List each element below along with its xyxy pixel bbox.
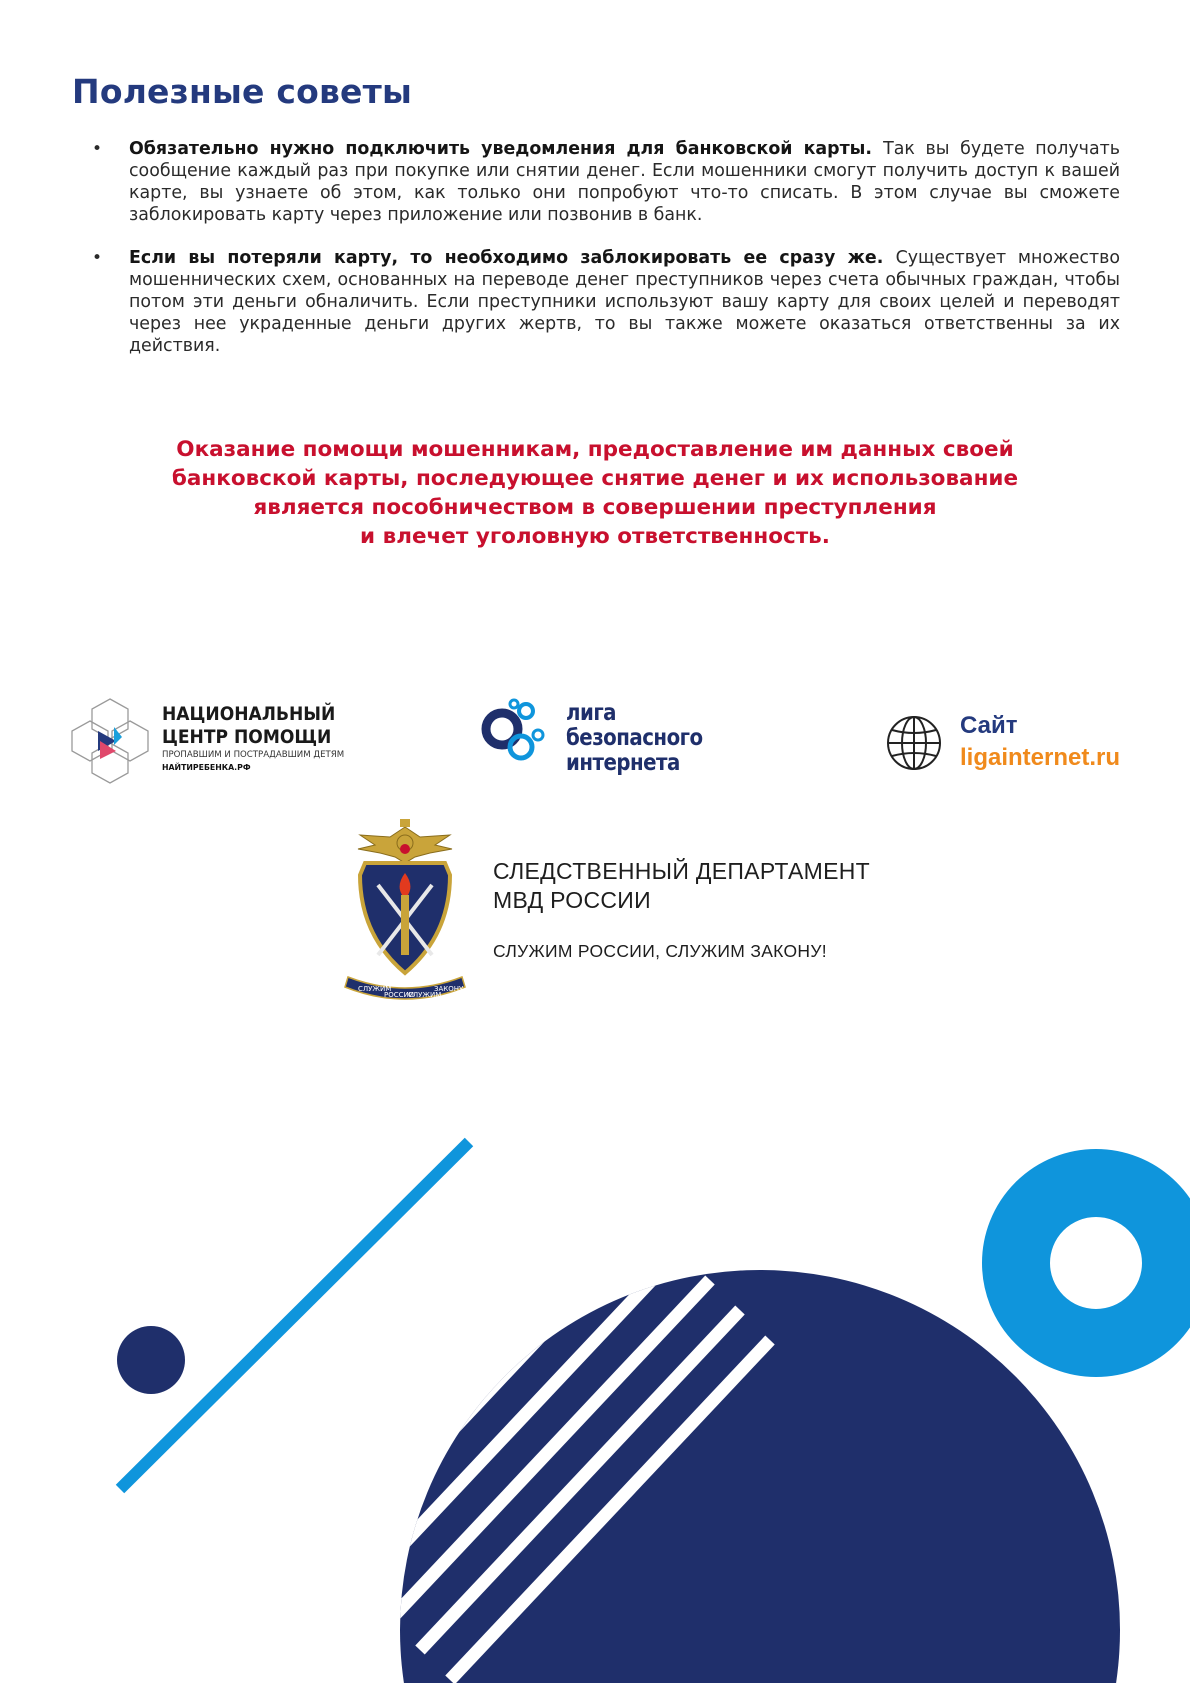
decorative-shapes [0, 1100, 1190, 1683]
ncp-title-line: НАЦИОНАЛЬНЫЙ [162, 703, 336, 725]
liga-title-line: интернета [566, 750, 680, 776]
ncp-subtitle: ПРОПАВШИМ И ПОСТРАДАВШИМ ДЕТЯМ [162, 750, 345, 760]
tip-text: Так вы будете получать сообщение каждый раз при покупке или снятии денег. Если мошенники смогут получить доступ к вашей карте, вы узнаете об этом, как только они попробуют что-то списать. В этом случае вы сможете заблокировать карту через приложение или позвонив в банк. [129, 139, 1120, 225]
bullet-icon: • [92, 248, 103, 268]
page-title: Полезные советы [72, 72, 412, 111]
tip-item [92, 138, 1120, 226]
tip-heading: Обязательно нужно подключить уведомления для банковской карты. [129, 139, 884, 159]
tips-list [92, 138, 1120, 378]
site-label: Сайт [960, 712, 1018, 739]
liga-circles-icon [480, 695, 550, 785]
ncp-logo [70, 697, 345, 787]
ncp-title-line: ЦЕНТР ПОМОЩИ [162, 726, 332, 748]
warning-line: и влечет уголовную ответственность. [360, 524, 830, 549]
ribbon-label: РОССИИ [384, 991, 414, 999]
mvd-title-line: СЛЕДСТВЕННЫЙ ДЕПАРТАМЕНТ [493, 858, 871, 884]
liga-logo [480, 695, 740, 785]
mvd-motto: СЛУЖИМ РОССИИ, СЛУЖИМ ЗАКОНУ! [493, 941, 827, 961]
mvd-title-line: МВД РОССИИ [493, 887, 651, 913]
mvd-emblem-icon [340, 815, 470, 1005]
bullet-icon: • [92, 139, 103, 159]
legal-warning [0, 435, 1190, 551]
navy-dot [117, 1326, 185, 1394]
site-link[interactable]: ligainternet.ru [960, 744, 1121, 771]
mvd-block [340, 815, 900, 1005]
tip-text: Существует множество мошеннических схем, основанных на переводе денег преступников через счета обычных граждан, чтобы потом эти деньги обналичить. Если преступники используют вашу карту для своих целей и переводят через нее украденные деньги других жертв, то вы также можете оказаться ответственны за их действия. [129, 248, 1120, 356]
tip-item [92, 247, 1120, 357]
warning-line: банковской карты, последующее снятие денег и их использование [171, 466, 1019, 491]
blue-ring [1016, 1183, 1176, 1343]
hexagon-logo-icon [70, 697, 150, 787]
liga-title-line: безопасного [566, 725, 703, 751]
site-block [885, 712, 1125, 772]
ribbon-label: СЛУЖИМ [408, 991, 442, 999]
blue-diagonal [120, 1142, 469, 1489]
warning-line: Оказание помощи мошенникам, предоставление им данных своей [176, 437, 1014, 462]
warning-line: является пособничеством в совершении преступления [253, 495, 937, 520]
ribbon-label: СЛУЖИМ [358, 985, 392, 993]
tip-heading: Если вы потеряли карту, то необходимо заблокировать ее сразу же. [129, 248, 896, 268]
liga-title-line: лига [566, 700, 616, 726]
ribbon-label: ЗАКОНУ [434, 985, 464, 993]
globe-icon [885, 714, 943, 772]
ncp-domain: НАЙТИРЕБЕНКА.РФ [162, 763, 251, 772]
